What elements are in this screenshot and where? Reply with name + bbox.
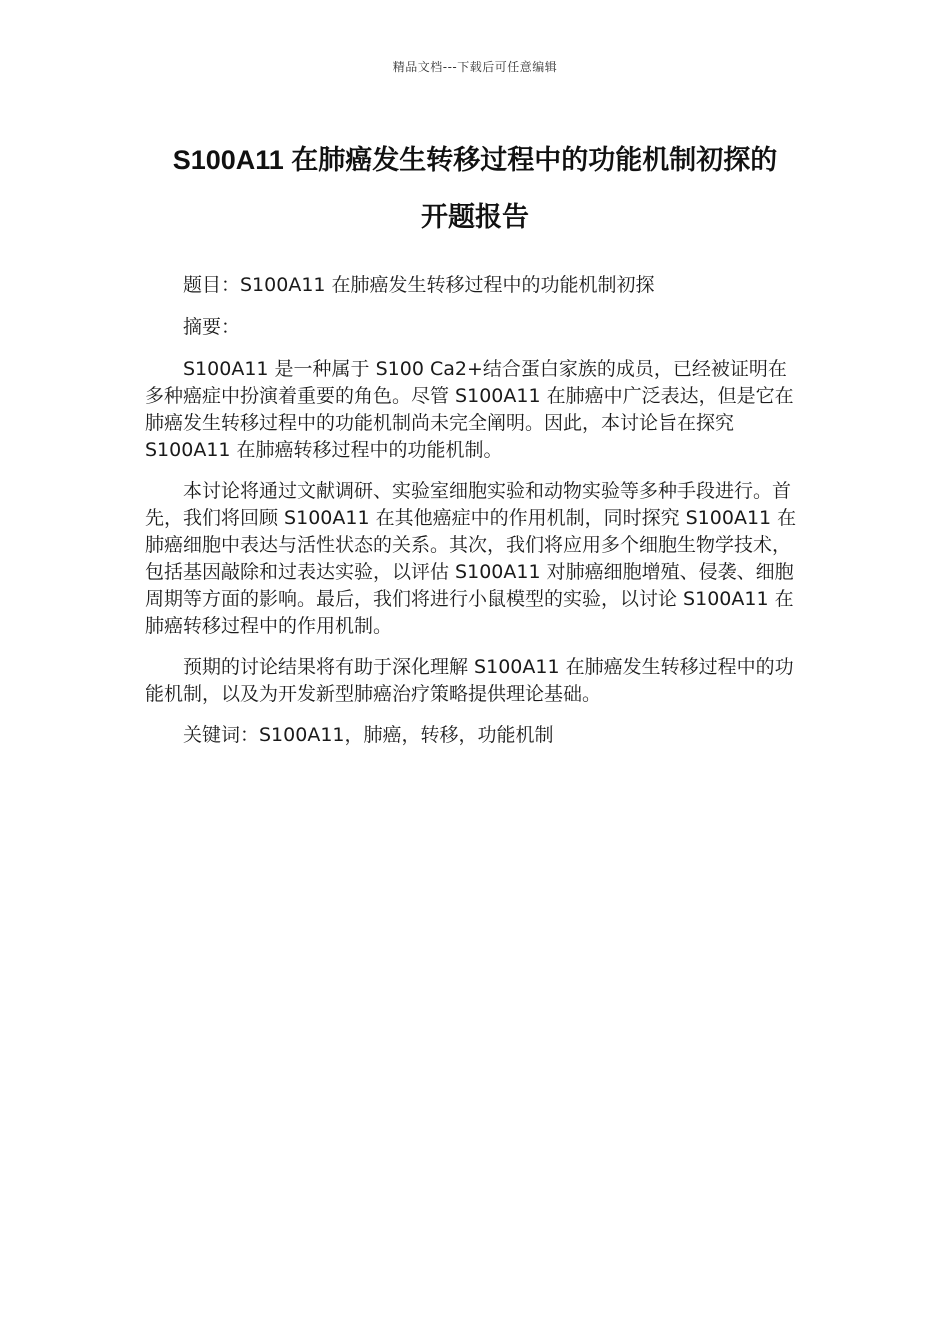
page-header-watermark: 精品文档---下载后可任意编辑: [392, 60, 558, 74]
keywords-line: 关键词：S100A11，肺癌，转移，功能机制: [183, 724, 554, 746]
document-body: [145, 272, 805, 764]
title-line-1: S100A11 在肺癌发生转移过程中的功能机制初探的: [172, 145, 778, 175]
document-title: [130, 132, 820, 246]
title-line-2: 开题报告: [421, 202, 529, 232]
paragraph-2: 本讨论将通过文献调研、实验室细胞实验和动物实验等多种手段进行。首先，我们将回顾 S100A11 在其他癌症中的作用机制，同时探究 S100A11 在肺癌细胞中表达与活性状态的关系。其次，我们将应用多个细胞生物学技术，包括基因敲除和过表达实验，以评估 S100A11 对肺癌细胞增殖、侵袭、细胞周期等方面的影响。最后，我们将进行小鼠模型的实验，以讨论 S100A11 在肺癌转移过程中的作用机制。: [145, 480, 797, 637]
topic-line: 题目：S100A11 在肺癌发生转移过程中的功能机制初探: [183, 274, 655, 296]
paragraph-3: 预期的讨论结果将有助于深化理解 S100A11 在肺癌发生转移过程中的功能机制，以及为开发新型肺癌治疗策略提供理论基础。: [145, 656, 794, 705]
paragraph-1: S100A11 是一种属于 S100 Ca2+结合蛋白家族的成员，已经被证明在多种癌症中扮演着重要的角色。尽管 S100A11 在肺癌中广泛表达，但是它在肺癌发生转移过程中的功能机制尚未完全阐明。因此，本讨论旨在探究 S100A11 在肺癌转移过程中的功能机制。: [145, 358, 794, 461]
abstract-label: 摘要：: [183, 316, 241, 338]
